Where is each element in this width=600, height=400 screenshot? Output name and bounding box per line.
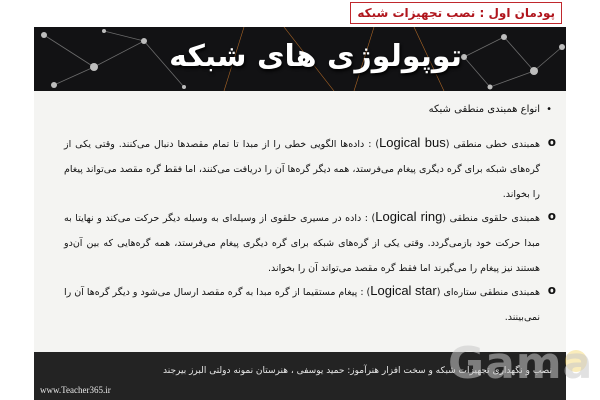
slide-title: توپولوژی های شبکه <box>169 39 462 74</box>
english-term: Logical bus <box>379 135 446 150</box>
list-item-text: همبندی منطقی ستاره‌ای (Logical star) : پیغام مستقیما از گره مبدا به گره مقصد ارسال می‌شود و دیگر گره‌ها آن را نمی‌بینند. <box>63 283 540 323</box>
circle-bullet-icon: o <box>547 209 556 223</box>
bullet-icon: • <box>546 104 552 115</box>
english-term: Logical ring <box>375 209 443 224</box>
list-item-logical-star <box>64 278 556 330</box>
slide-content <box>34 104 566 344</box>
list-item-text: همبندی خطی منطقی (Logical bus) : داده‌ها الگویی خطی را از مبدا تا تمام مقصدها دنبال می‌کنند. وقتی یکی از گره‌های شبکه برای گره دیگری پیغام می‌فرستد، همه دیگر گره‌ها آن را دریافت می‌کنند، اما فقط گره مقصد می‌تواند پیغام را بخواند. <box>64 135 540 200</box>
circle-bullet-icon: o <box>547 283 556 297</box>
module-title: پودمان اول : نصب تجهیزات شبکه <box>350 2 562 24</box>
title-banner <box>34 27 566 91</box>
module-header <box>34 0 566 27</box>
list-item-text: همبندی حلقوی منطقی (Logical ring) : داده در مسیری حلقوی از وسیله‌ای به وسیله دیگر حرکت می‌کند و نهایتا به مبدا حرکت خود بازمی‌گردد. وقتی یکی از گره‌های شبکه برای گره دیگری پیغام می‌فرستد، همه گره‌هایی که بین آن‌دو هستند نیز پیغام را می‌گیرند اما فقط گره مقصد می‌تواند آن را بخواند. <box>64 209 540 274</box>
content-heading <box>429 104 552 115</box>
footer-credits: نصب و نگهداری تجهیزات شبکه و سخت افزار هنرآموز: حمید یوسفی ، هنرستان نمونه دولتی البرز بیرجند <box>163 366 552 376</box>
circle-bullet-icon: o <box>547 135 556 149</box>
content-heading-text: انواع همبندی منطقی شبکه <box>428 104 541 115</box>
list-item-logical-ring <box>64 204 556 281</box>
english-term: Logical star <box>370 283 437 298</box>
list-item-logical-bus <box>64 130 556 207</box>
watermark-logo: Gama <box>448 338 594 389</box>
footer-website-link[interactable]: www.Teacher365.ir <box>40 385 111 395</box>
